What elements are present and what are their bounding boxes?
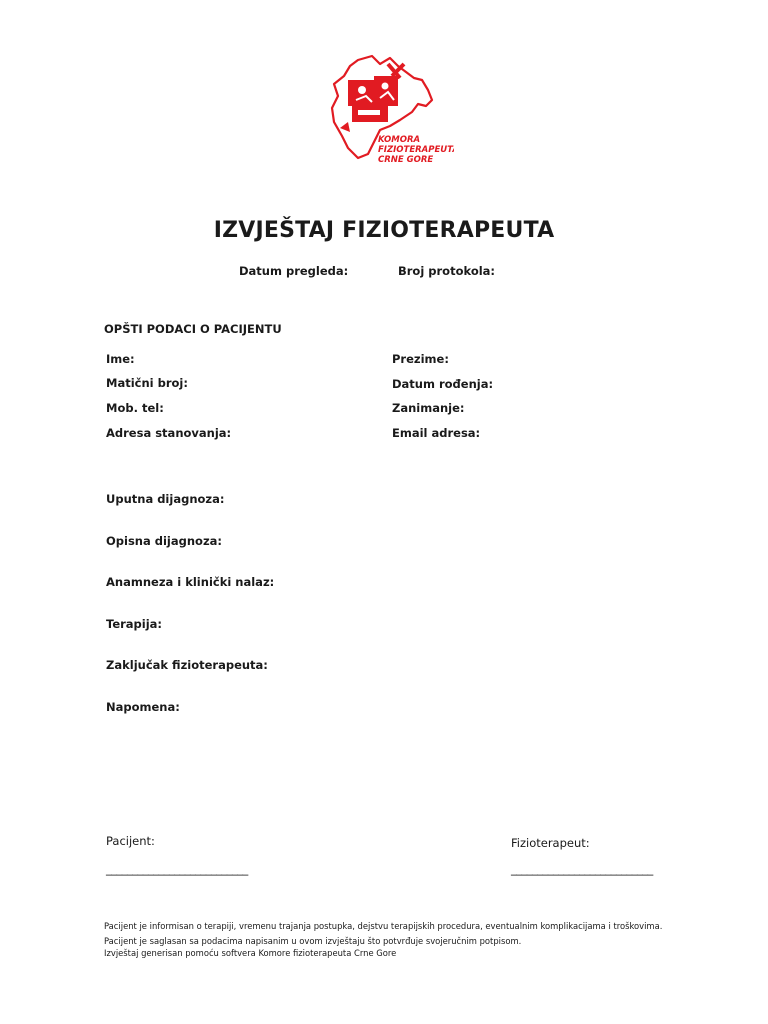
footer-consent-info: Pacijent je informisan o terapiji, vremenu trajanja postupka, dejstvu terapijskih procedura, eventualnim komplikacijama i troškovima. <box>104 921 663 931</box>
protocol-number-label: Broj protokola: <box>398 264 496 278</box>
svg-text:KOMORA: KOMORA <box>378 135 421 145</box>
personal-id-label: Matični broj: <box>106 376 188 390</box>
patient-signature-label: Pacijent: <box>106 834 155 848</box>
patient-section-heading: OPŠTI PODACI O PACIJENTU <box>104 322 282 336</box>
footer-software-note: Izvještaj generisan pomoću softvera Komore fizioterapeuta Crne Gore <box>104 948 397 958</box>
referral-diagnosis-label: Uputna dijagnoza: <box>106 492 225 506</box>
document-title: IZVJEŠTAJ FIZIOTERAPEUTA <box>213 218 555 243</box>
conclusion-label: Zaključak fizioterapeuta: <box>106 658 268 672</box>
chamber-logo <box>328 50 454 174</box>
physio-signature-line: ___________________________ <box>511 862 653 876</box>
email-label: Email adresa: <box>392 426 481 440</box>
descriptive-diagnosis-label: Opisna dijagnoza: <box>106 534 222 548</box>
occupation-label: Zanimanje: <box>392 401 465 415</box>
last-name-label: Prezime: <box>392 352 449 366</box>
anamnesis-label: Anamneza i klinički nalaz: <box>106 575 275 589</box>
footer-consent-signature: Pacijent je saglasan sa podacima napisanim u ovom izvještaju što potvrđuje svojeručnim potpisom. <box>104 936 522 946</box>
birth-date-label: Datum rođenja: <box>392 377 494 391</box>
first-name-label: Ime: <box>106 352 135 366</box>
note-label: Napomena: <box>106 700 180 714</box>
physio-signature-label: Fizioterapeut: <box>511 836 590 850</box>
montenegro-map-icon <box>328 50 454 174</box>
therapy-label: Terapija: <box>106 617 163 631</box>
svg-text:FIZIOTERAPEUTA: FIZIOTERAPEUTA <box>378 145 454 155</box>
address-label: Adresa stanovanja: <box>106 426 232 440</box>
exam-date-label: Datum pregleda: <box>239 264 349 278</box>
patient-signature-line: ___________________________ <box>106 862 248 876</box>
svg-text:CRNE GORE: CRNE GORE <box>378 155 434 165</box>
mobile-phone-label: Mob. tel: <box>106 401 164 415</box>
